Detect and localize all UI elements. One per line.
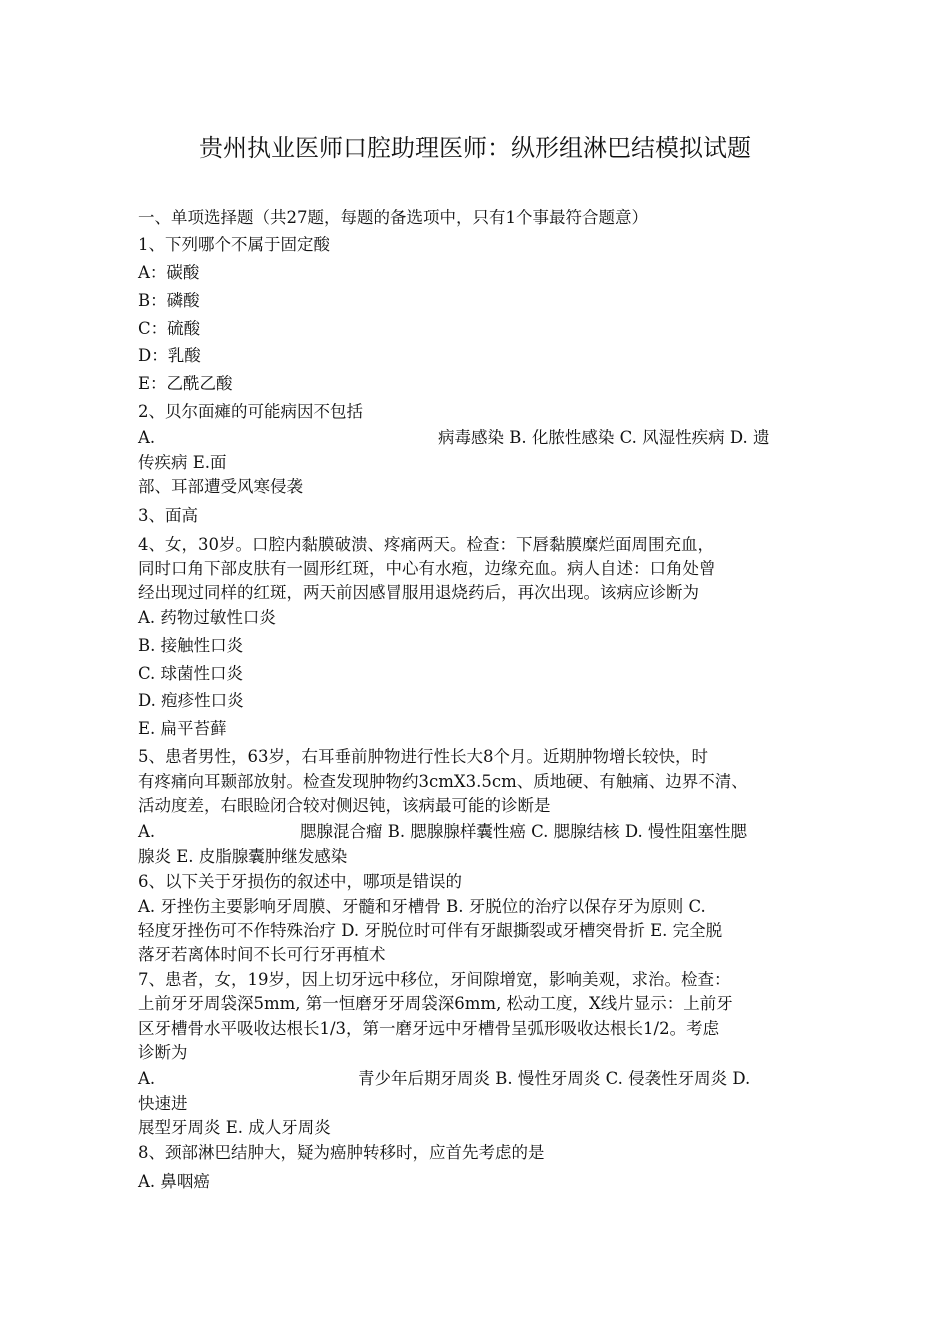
options-continuation: 展型牙周炎 E. 成人牙周炎 [138, 1118, 331, 1137]
question-5: 5、患者男性，63岁，右耳垂前肿物进行性长大8个月。近期肿物增长较快，时 [138, 747, 708, 766]
options-continuation: 部、耳部遭受风寒侵袭 [138, 477, 303, 496]
question-1: 1、下列哪个不属于固定酸 [138, 235, 330, 254]
question-3: 3、面高 [138, 506, 198, 525]
question-7: 7、患者，女，19岁，因上切牙远中移位，牙间隙增宽，影响美观，求治。检查： [138, 970, 731, 989]
option-line: D. 疱疹性口炎 [138, 691, 244, 710]
question-4: 4、女，30岁。口腔内黏膜破溃、疼痛两天。检查：下唇黏膜糜烂面周围充血， [138, 535, 714, 554]
option-line: E. 扁平苔藓 [138, 719, 227, 738]
question-text-line: 活动度差，右眼睑闭合较对侧迟钝，该病最可能的诊断是 [138, 796, 551, 815]
option-marker: A. [138, 428, 156, 447]
question-8: 8、颈部淋巴结肿大，疑为癌肿转移时，应首先考虑的是 [138, 1143, 545, 1162]
option-line: A. 牙挫伤主要影响牙周膜、牙髓和牙槽骨 B. 牙脱位的治疗以保存牙为原则 C. [138, 897, 706, 916]
option-line: E：乙酰乙酸 [138, 374, 233, 393]
question-text-line: 有疼痛向耳颞部放射。检查发现肿物约3cmX3.5cm、质地硬、有触痛、边界不清、 [138, 772, 748, 791]
options-inline: 腮腺混合瘤 B. 腮腺腺样囊性癌 C. 腮腺结核 D. 慢性阻塞性腮 [300, 822, 748, 841]
options-continuation: 快速进 [138, 1094, 188, 1113]
option-line: A：碳酸 [138, 263, 200, 282]
option-marker: A. [138, 1069, 156, 1088]
options-continuation: 传疾病 E.面 [138, 453, 227, 472]
option-line: B. 接触性口炎 [138, 636, 244, 655]
option-line: A. 鼻咽癌 [138, 1172, 210, 1191]
question-6: 6、以下关于牙损伤的叙述中，哪项是错误的 [138, 872, 462, 891]
option-line: D：乳酸 [138, 346, 201, 365]
options-inline: 病毒感染 B. 化脓性感染 C. 风湿性疾病 D. 遗 [438, 428, 770, 447]
option-line: 轻度牙挫伤可不作特殊治疗 D. 牙脱位时可伴有牙龈撕裂或牙槽突骨折 E. 完全脱 [138, 921, 723, 940]
question-2: 2、贝尔面瘫的可能病因不包括 [138, 402, 363, 421]
option-line: A. 药物过敏性口炎 [138, 608, 276, 627]
option-marker: A. [138, 822, 156, 841]
question-text-line: 同时口角下部皮肤有一圆形红斑，中心有水疱，边缘充血。病人自述：口角处曾 [138, 559, 716, 578]
option-line: C：硫酸 [138, 319, 201, 338]
option-line: 落牙若离体时间不长可行牙再植术 [138, 945, 386, 964]
section-heading: 一、单项选择题（共27题，每题的备选项中，只有1个事最符合题意） [138, 208, 648, 227]
option-line: C. 球菌性口炎 [138, 664, 244, 683]
question-text-line: 区牙槽骨水平吸收达根长1/3，第一磨牙远中牙槽骨呈弧形吸收达根长1/2。考虑 [138, 1019, 720, 1038]
option-line: B：磷酸 [138, 291, 200, 310]
options-continuation: 腺炎 E. 皮脂腺囊肿继发感染 [138, 847, 348, 866]
options-inline: 青少年后期牙周炎 B. 慢性牙周炎 C. 侵袭性牙周炎 D. [358, 1069, 751, 1088]
question-text-line: 经出现过同样的红斑，两天前因感冒服用退烧药后，再次出现。该病应诊断为 [138, 583, 699, 602]
question-text-line: 上前牙牙周袋深5mm, 第一恒磨牙牙周袋深6mm, 松动工度，X线片显示：上前牙 [138, 994, 733, 1013]
document-title: 贵州执业医师口腔助理医师：纵形组淋巴结模拟试题 [199, 134, 751, 162]
question-text-line: 诊断为 [138, 1043, 188, 1062]
